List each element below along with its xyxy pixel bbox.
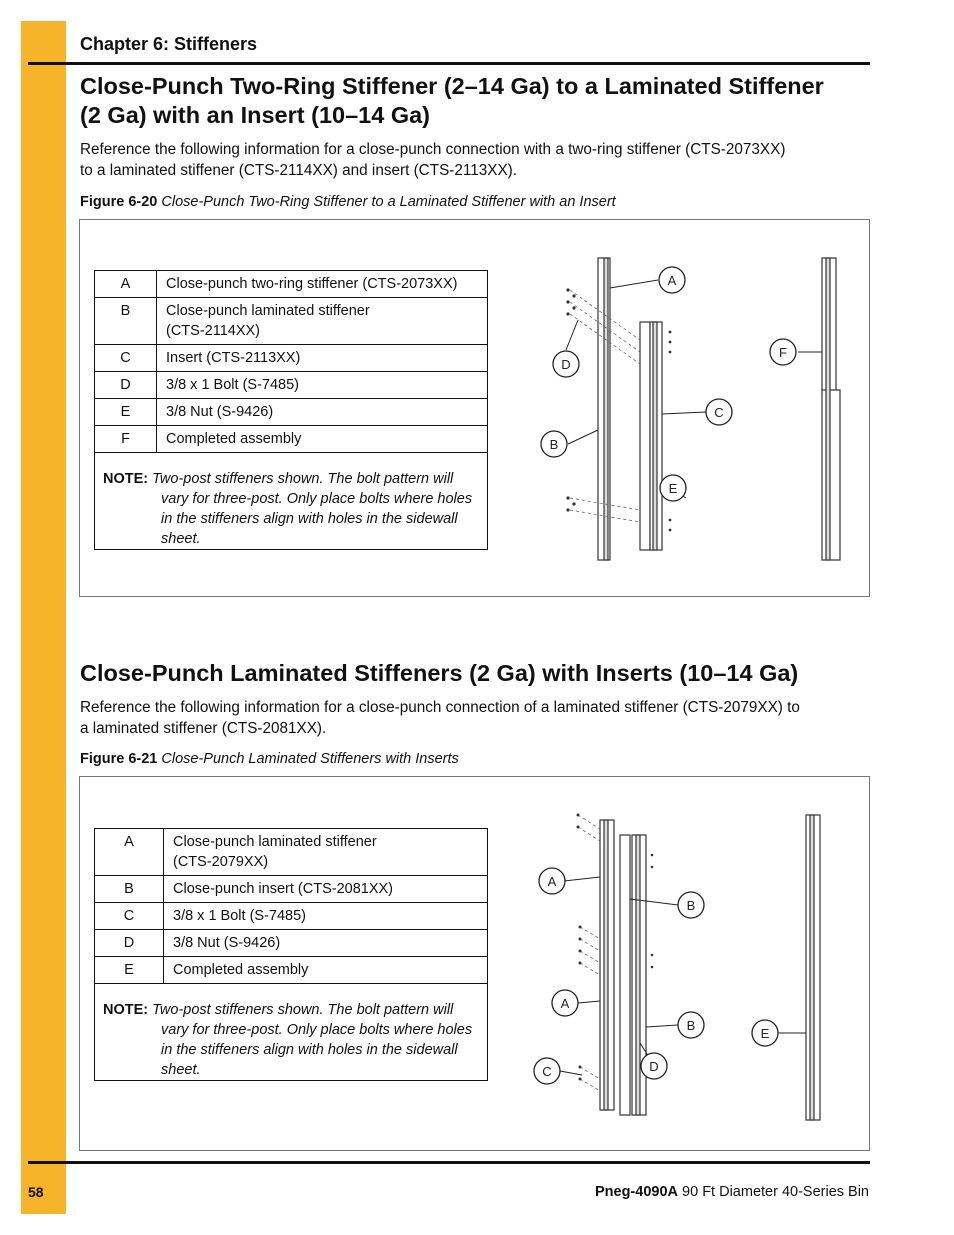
fig-6-20-note-row bbox=[95, 453, 488, 550]
callout-a-top bbox=[539, 868, 565, 894]
section1-title bbox=[80, 72, 880, 130]
note-text: Two-post stiffeners shown. The bolt pattern will vary for three-post. Only place bolts where holes in the stiffeners align with holes in the sidewall sheet. bbox=[152, 471, 473, 547]
footer-doc-id: Pneg-4090A bbox=[594, 1184, 678, 1200]
insert-piece bbox=[640, 322, 650, 550]
svg-text:A: A bbox=[560, 996, 570, 1011]
legend-key: E bbox=[95, 399, 157, 426]
footer-doc-title bbox=[595, 1184, 869, 1200]
legend-key: D bbox=[95, 372, 157, 399]
svg-text:A: A bbox=[547, 874, 557, 889]
legend-key: A bbox=[95, 829, 164, 876]
figure-6-20-drawing bbox=[510, 250, 870, 570]
legend-key: C bbox=[95, 345, 157, 372]
svg-text:B: B bbox=[549, 437, 559, 452]
callout-b bbox=[541, 431, 567, 457]
section2-para-line2: a laminated stiffener (CTS-2081XX). bbox=[80, 719, 327, 737]
callout-d bbox=[553, 351, 579, 377]
legend-description: Insert (CTS-2113XX) bbox=[157, 345, 488, 372]
legend-key: B bbox=[95, 876, 164, 903]
figure-6-20-legend bbox=[94, 270, 488, 550]
section1-paragraph bbox=[80, 140, 875, 181]
note-cell bbox=[95, 453, 488, 550]
figure-6-20-number: Figure 6-20 bbox=[80, 194, 158, 210]
fig-6-21-legend-row bbox=[95, 957, 488, 984]
figure-6-21-legend bbox=[94, 828, 488, 1081]
legend-key: D bbox=[95, 930, 164, 957]
legend-description: Close-punch laminated stiffener (CTS-2079XX) bbox=[164, 829, 488, 876]
callout-e bbox=[660, 475, 686, 501]
legend-description: 3/8 x 1 Bolt (S-7485) bbox=[164, 903, 488, 930]
legend-description: 3/8 Nut (S-9426) bbox=[157, 399, 488, 426]
fig-6-20-legend-row bbox=[95, 271, 488, 298]
fig-6-21-legend-row bbox=[95, 829, 488, 876]
svg-text:B: B bbox=[686, 898, 696, 913]
note-text: Two-post stiffeners shown. The bolt pattern will vary for three-post. Only place bolts where holes in the stiffeners align with holes in the sidewall sheet. bbox=[152, 1002, 473, 1078]
legend-description: 3/8 Nut (S-9426) bbox=[164, 930, 488, 957]
footer-rule bbox=[28, 1161, 870, 1164]
header-rule bbox=[28, 62, 870, 65]
note-cell bbox=[95, 984, 488, 1081]
callout-a-bottom bbox=[552, 990, 578, 1016]
chapter-heading: Chapter 6: Stiffeners bbox=[80, 34, 258, 54]
callout-f bbox=[770, 339, 796, 365]
callout-d bbox=[641, 1053, 667, 1079]
legend-key: A bbox=[95, 271, 157, 298]
svg-text:A: A bbox=[667, 273, 677, 288]
callout-c bbox=[534, 1058, 560, 1084]
note-label: NOTE: bbox=[103, 1002, 149, 1018]
footer-doc-name: 90 Ft Diameter 40-Series Bin bbox=[682, 1184, 869, 1200]
chapter-color-bar bbox=[21, 21, 66, 1214]
callout-b-bottom bbox=[678, 1012, 704, 1038]
legend-key: B bbox=[95, 298, 157, 345]
fig-6-21-legend-row bbox=[95, 930, 488, 957]
fig-6-20-legend-row bbox=[95, 426, 488, 453]
section2-title: Close-Punch Laminated Stiffeners (2 Ga) with Inserts (10–14 Ga) bbox=[80, 660, 799, 686]
completed-lower bbox=[822, 390, 840, 560]
legend-key: F bbox=[95, 426, 157, 453]
callout-a bbox=[659, 267, 685, 293]
callout-b-top bbox=[678, 892, 704, 918]
legend-description: Completed assembly bbox=[157, 426, 488, 453]
legend-description: Close-punch two-ring stiffener (CTS-2073XX) bbox=[157, 271, 488, 298]
note-label: NOTE: bbox=[103, 471, 149, 487]
section1-title-line2: (2 Ga) with an Insert (10–14 Ga) bbox=[80, 102, 430, 128]
legend-key: C bbox=[95, 903, 164, 930]
svg-text:C: C bbox=[542, 1064, 552, 1079]
figure-6-20-caption bbox=[80, 194, 616, 210]
fig-6-21-legend-row bbox=[95, 903, 488, 930]
fig-6-21-legend-row bbox=[95, 876, 488, 903]
svg-text:C: C bbox=[714, 405, 724, 420]
svg-text:E: E bbox=[668, 481, 678, 496]
figure-6-21-caption bbox=[80, 751, 459, 767]
svg-text:E: E bbox=[760, 1026, 770, 1041]
legend-key: E bbox=[95, 957, 164, 984]
insert-b bbox=[620, 835, 630, 1115]
fig-6-20-legend-row bbox=[95, 298, 488, 345]
legend-description: 3/8 x 1 Bolt (S-7485) bbox=[157, 372, 488, 399]
callout-e bbox=[752, 1020, 778, 1046]
section2-paragraph bbox=[80, 698, 875, 739]
svg-text:B: B bbox=[686, 1018, 696, 1033]
legend-description: Close-punch laminated stiffener (CTS-2114XX) bbox=[157, 298, 488, 345]
section1-title-line1: Close-Punch Two-Ring Stiffener (2–14 Ga) to a Laminated Stiffener bbox=[80, 73, 824, 99]
page-number: 58 bbox=[28, 1184, 44, 1200]
fig-6-20-legend-row bbox=[95, 345, 488, 372]
figure-6-20-title: Close-Punch Two-Ring Stiffener to a Laminated Stiffener with an Insert bbox=[161, 194, 616, 210]
fig-6-21-note-row bbox=[95, 984, 488, 1081]
section2-para-line1: Reference the following information for a close-punch connection of a laminated stiffener (CTS-2079XX) to bbox=[80, 699, 800, 716]
fig-6-20-legend-row bbox=[95, 399, 488, 426]
legend-description: Close-punch insert (CTS-2081XX) bbox=[164, 876, 488, 903]
legend-description: Completed assembly bbox=[164, 957, 488, 984]
svg-text:F: F bbox=[779, 345, 787, 360]
callout-c bbox=[706, 399, 732, 425]
section1-para-line2: to a laminated stiffener (CTS-2114XX) and insert (CTS-2113XX). bbox=[80, 161, 518, 179]
figure-6-21-drawing bbox=[520, 805, 865, 1130]
fig-6-20-legend-row bbox=[95, 372, 488, 399]
figure-6-21-number: Figure 6-21 bbox=[80, 751, 158, 767]
svg-text:D: D bbox=[561, 357, 571, 372]
svg-text:D: D bbox=[649, 1059, 659, 1074]
figure-6-21-title: Close-Punch Laminated Stiffeners with Inserts bbox=[161, 751, 459, 767]
section1-para-line1: Reference the following information for a close-punch connection with a two-ring stiffener (CTS-2073XX) bbox=[80, 141, 786, 158]
